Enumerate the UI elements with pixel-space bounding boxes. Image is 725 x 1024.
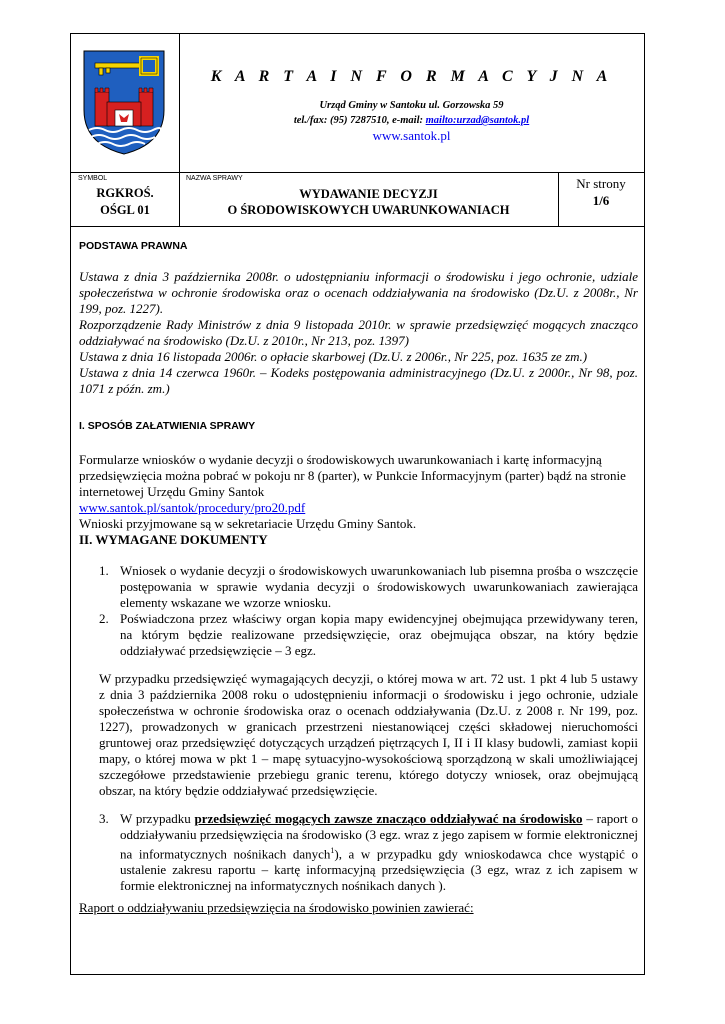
legal-basis-text-3: Ustawa z dnia 16 listopada 2006r. o opłacie skarbowej (Dz.U. z 2006r., Nr 225, poz. 1635 ze zm.) — [79, 349, 588, 364]
email-link[interactable]: mailto:urzad@santok.pl — [425, 115, 530, 126]
footnote-marker: 1 — [330, 846, 335, 855]
section1-text-2: Wnioski przyjmowane są w sekretariacie Urzędu Gminy Santok. — [79, 516, 417, 531]
item3-emphasis: przedsięwzięć mogących zawsze znacząco oddziaływać na środowisko — [194, 811, 583, 826]
section1-text: Formularze wniosków o wydanie decyzji o środowiskowych uwarunkowaniach i kartę informacyjną przedsięwzięcia można pobrać w pokoju nr 8 (parter), w Punkcie Informacyjnym (parter) bądź na stronie internetowej Urzędu Gminy Santok — [79, 452, 626, 499]
list-item-number: 2. — [99, 611, 109, 626]
required-documents-list-continued — [79, 811, 638, 894]
item3-text: – raport o oddziaływaniu przedsięwzięcia na środowisko (3 egz. wraz z jego zapisem w formie elektronicznej na informatycznych nośnikach danych — [120, 811, 638, 862]
case-name-line2: O ŚRODOWISKOWYCH UWARUNKOWANIACH — [227, 203, 510, 217]
legal-basis-text-2: Rozporządzenie Rady Ministrów z dnia 9 listopada 2010r. w sprawie przedsięwzięć mogących znacząco oddziaływać na środowisko (Dz.U. z 2010r., Nr 213, poz. 1397) — [79, 317, 638, 348]
section2-heading: II. WYMAGANE DOKUMENTY — [79, 532, 268, 547]
list-item-number: 3. — [99, 811, 109, 826]
case-name-line1: WYDAWANIE DECYZJI — [299, 187, 438, 201]
header — [71, 34, 644, 173]
case-name-cell — [179, 172, 559, 226]
report-contents-lead: Raport o oddziaływaniu przedsięwzięcia na środowisko powinien zawierać: — [79, 900, 474, 916]
case-name-label: NAZWA SPRAWY — [186, 175, 243, 182]
legal-basis-text-1: Ustawa z dnia 3 października 2008r. o udostępnianiu informacji o środowisku i jego ochronie, udziale społeczeństwa w ochronie środowiska oraz o ocenach oddziaływania na środowisko (Dz.U. z 2008r., Nr 199, poz. 1227). — [79, 269, 638, 316]
case-name-value — [179, 186, 558, 218]
website-link[interactable]: www.santok.pl — [372, 128, 451, 143]
symbol-cell — [71, 172, 180, 226]
contact-phone: tel./fax: (95) 7287510, e-mail: — [293, 115, 426, 126]
procedure-pdf-link[interactable]: www.santok.pl/santok/procedury/pro20.pdf — [79, 500, 306, 515]
coat-of-arms-logo — [81, 48, 167, 156]
symbol-value — [71, 185, 179, 219]
symbol-label: SYMBOL — [78, 175, 108, 182]
symbol-value-line2: OŚGL 01 — [100, 203, 150, 217]
office-address: Urząd Gminy w Santoku ul. Gorzowska 59 — [319, 100, 504, 111]
list-item — [79, 563, 638, 611]
page-number-label: Nr strony — [576, 176, 626, 191]
document-frame — [70, 33, 645, 975]
list-item — [79, 811, 638, 894]
required-documents-list — [79, 563, 638, 659]
case-info-row — [71, 172, 644, 227]
item3-prefix: W przypadku — [120, 811, 195, 826]
section1-heading: I. SPOSÓB ZAŁATWIENIA SPRAWY — [79, 420, 256, 432]
card-title: K A R T A I N F O R M A C Y J N A — [210, 68, 613, 85]
list-item-number: 1. — [99, 563, 109, 578]
document-body — [79, 233, 638, 916]
list-item-text: Poświadczona przez właściwy organ kopia mapy ewidencyjnej obejmująca przewidywany teren, na którym będzie realizowane przedsięwzięcie, oraz obejmująca obszar, na który będzie oddziaływać przedsięwzięcie – 3 egz. — [120, 611, 638, 658]
page-number-value: 1/6 — [592, 193, 610, 208]
contact-line — [179, 115, 644, 126]
symbol-value-line1: RGKROŚ. — [96, 186, 154, 200]
item3-text-rest: ), a w przypadku gdy wnioskodawca chce wystąpić o ustalenie zakresu raportu – kartę informacyjną przedsięwzięcia (3 egz, wraz z ich zapisem w formie elektronicznej na informatycznych nośnikach danych ). — [120, 846, 638, 894]
list-item-text: Wniosek o wydanie decyzji o środowiskowych uwarunkowaniach lub pisemna prośba o wszczęcie postępowania w sprawie wydania decyzji o środowiskowych uwarunkowaniach zawierająca elementy wskazane we wzorze wniosku. — [120, 563, 638, 610]
page-number-cell — [558, 172, 644, 226]
legal-basis-heading: PODSTAWA PRAWNA — [79, 240, 188, 252]
legal-basis-text-4: Ustawa z dnia 14 czerwca 1960r. – Kodeks postępowania administracyjnego (Dz.U. z 2000r., Nr 98, poz. 1071 z późn. zm.) — [79, 365, 638, 396]
list-item — [79, 611, 638, 659]
alternative-map-paragraph: W przypadku przedsięwzięć wymagających decyzji, o której mowa w art. 72 ust. 1 pkt 4 lub 5 ustawy z dnia 3 października 2008 roku o udostępnieniu informacji o środowisku i jego ochronie, udziale społeczeństwa w ochronie środowiska oraz o ocenach oddziaływania (Dz.U. z 2008 r. Nr 199, poz. 1227), prowadzonych w granicach przestrzeni niestanowiącej części składowej nieruchomości gruntowej oraz przedsięwzięć dotyczących urządzeń piętrzących I, II i II klasy budowli, zamiast kopii mapy, o której mowa w pkt 1 – mapę sytuacyjno-wysokościową sporządzoną w skali umożliwiającej szczegółowe przedstawienie przebiegu granic terenu, którego dotyczy wniosek, oraz obejmującą obszar, na który będzie oddziaływać przedsięwzięcie. — [99, 671, 638, 798]
logo-cell — [71, 34, 180, 172]
